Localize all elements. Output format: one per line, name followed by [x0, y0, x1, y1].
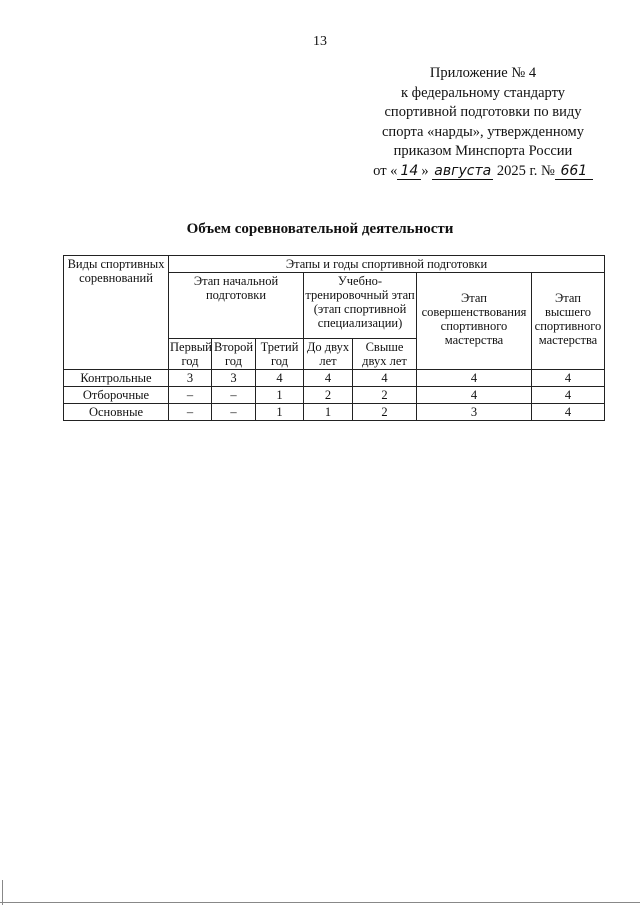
appendix-block	[356, 64, 610, 181]
stage-initial-header: Этап начальной подготовки	[169, 273, 304, 339]
table-cell: 4	[532, 387, 605, 404]
handwritten-order-number: 661	[555, 164, 593, 180]
row-name: Отборочные	[64, 387, 169, 404]
table-cell: –	[212, 404, 256, 421]
appendix-line: спорта «нарды», утвержденному	[382, 123, 584, 140]
handwritten-day: 14	[397, 164, 421, 180]
table-cell: 2	[353, 387, 417, 404]
table-cell: 3	[417, 404, 532, 421]
table-cell: 4	[304, 370, 353, 387]
year-upto2-header: До двух лет	[304, 339, 353, 370]
table-row	[64, 404, 605, 421]
appendix-line: приказом Минспорта России	[393, 143, 573, 159]
stage-higher-header: Этап высшего спортивного мастерства	[532, 273, 605, 370]
row-header-cell: Виды спортивных соревнований	[64, 256, 169, 370]
page-number: 13	[313, 34, 327, 49]
table-cell: 1	[256, 404, 304, 421]
table-cell: 3	[212, 370, 256, 387]
row-name: Контрольные	[64, 370, 169, 387]
table-cell: 1	[256, 387, 304, 404]
table-cell: 4	[417, 370, 532, 387]
group-header-cell: Этапы и годы спортивной подготовки	[169, 256, 605, 273]
table-cell: 1	[304, 404, 353, 421]
document-title: Объем соревновательной деятельности	[186, 221, 454, 237]
date-prefix: от «	[373, 162, 398, 179]
year-second-header: Второй год	[212, 339, 256, 370]
appendix-line: спортивной подготовки по виду	[384, 104, 582, 120]
table-row	[64, 387, 605, 404]
stage-improvement-header: Этап совершенствования спортивного мастерства	[417, 273, 532, 370]
table-cell: 3	[169, 370, 212, 387]
handwritten-month: августа	[434, 162, 492, 179]
table-cell: 2	[304, 387, 353, 404]
scan-edge-bottom	[0, 902, 640, 903]
table-cell: 4	[256, 370, 304, 387]
row-name: Основные	[64, 404, 169, 421]
appendix-line: к федеральному стандарту	[401, 84, 565, 101]
date-year: 2025 г. №	[496, 162, 555, 179]
date-mid: »	[421, 162, 429, 179]
table-cell: 4	[532, 404, 605, 421]
table-cell: 4	[353, 370, 417, 387]
competition-volume-table	[63, 255, 605, 421]
table-cell: –	[169, 387, 212, 404]
table-cell: 2	[353, 404, 417, 421]
table-cell: 4	[532, 370, 605, 387]
scan-edge-left	[2, 880, 3, 905]
table-cell: 4	[417, 387, 532, 404]
table-cell: –	[212, 387, 256, 404]
year-over2-header: Свыше двух лет	[353, 339, 417, 370]
stage-training-header: Учебно-тренировочный этап (этап спортивной специализации)	[304, 273, 417, 339]
table-row	[64, 370, 605, 387]
year-third-header: Третий год	[256, 339, 304, 370]
appendix-line: Приложение № 4	[429, 65, 537, 81]
order-date-line	[356, 162, 610, 182]
table-cell: –	[169, 404, 212, 421]
year-first-header: Первый год	[170, 340, 212, 368]
